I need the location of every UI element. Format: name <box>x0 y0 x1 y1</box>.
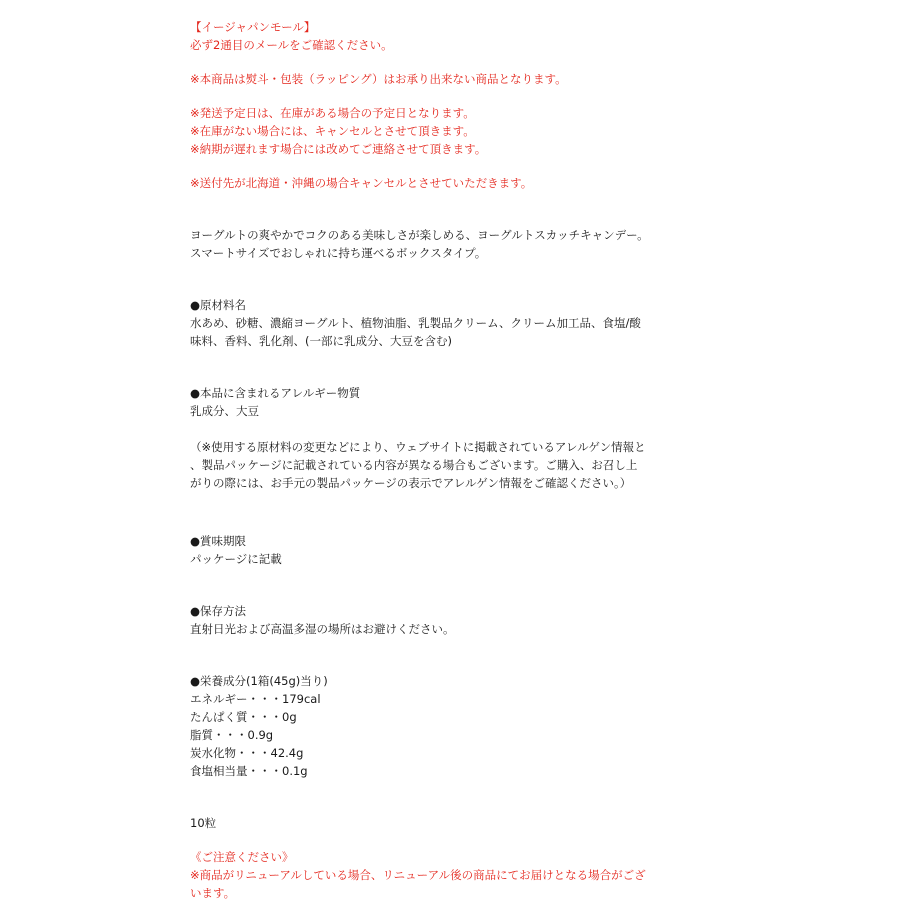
product-description <box>190 18 670 902</box>
description-line: スマートサイズでおしゃれに持ち運べるボックスタイプ。 <box>190 246 487 260</box>
delay-notice: ※納期が遅れます場合には改めてご連絡させて頂きます。 <box>190 142 487 156</box>
caution-line: います。 <box>190 886 236 900</box>
caution-line: ※商品がリニューアルしている場合、リニューアル後の商品にてお届けとなる場合がござ <box>190 868 646 882</box>
nutrition-row: 食塩相当量・・・0.1g <box>190 764 308 778</box>
region-notice: ※送付先が北海道・沖縄の場合キャンセルとさせていただきます。 <box>190 176 533 190</box>
ingredients-heading: ●原材料名 <box>190 298 247 312</box>
allergens-heading: ●本品に含まれるアレルギー物質 <box>190 386 361 400</box>
allergens-note-line: 、製品パッケージに記載されている内容が異なる場合もございます。ご購入、お召し上 <box>190 458 638 472</box>
mail-notice: 必ず2通目のメールをご確認ください。 <box>190 38 393 52</box>
nutrition-row: 炭水化物・・・42.4g <box>190 746 304 760</box>
best-before-value: パッケージに記載 <box>190 552 282 566</box>
out-of-stock-notice: ※在庫がない場合には、キャンセルとさせて頂きます。 <box>190 124 475 138</box>
storage-heading: ●保存方法 <box>190 604 247 618</box>
allergens-note-line: （※使用する原材料の変更などにより、ウェブサイトに掲載されているアレルゲン情報と <box>190 440 646 454</box>
quantity: 10粒 <box>190 816 217 830</box>
description-line: ヨーグルトの爽やかでコクのある美味しさが楽しめる、ヨーグルトスカッチキャンデー。 <box>190 228 649 242</box>
ship-date-notice: ※発送予定日は、在庫がある場合の予定日となります。 <box>190 106 475 120</box>
wrapping-notice: ※本商品は熨斗・包装（ラッピング）はお承り出来ない商品となります。 <box>190 72 567 86</box>
nutrition-heading: ●栄養成分(1箱(45g)当り) <box>190 674 328 688</box>
ingredients-line: 水あめ、砂糖、濃縮ヨーグルト、植物油脂、乳製品クリーム、クリーム加工品、食塩/酸 <box>190 316 641 330</box>
allergens-note-line: がりの際には、お手元の製品パッケージの表示でアレルゲン情報をご確認ください。） <box>190 476 632 490</box>
storage-value: 直射日光および高温多湿の場所はお避けください。 <box>190 622 455 636</box>
caution-heading: 《ご注意ください》 <box>190 850 294 864</box>
nutrition-row: 脂質・・・0.9g <box>190 728 274 742</box>
best-before-heading: ●賞味期限 <box>190 534 247 548</box>
allergens-value: 乳成分、大豆 <box>190 404 259 418</box>
nutrition-row: たんぱく質・・・0g <box>190 710 297 724</box>
ingredients-line: 味料、香料、乳化剤、(一部に乳成分、大豆を含む) <box>190 334 452 348</box>
nutrition-row: エネルギー・・・179cal <box>190 692 321 706</box>
shop-name: 【イージャパンモール】 <box>190 20 316 34</box>
